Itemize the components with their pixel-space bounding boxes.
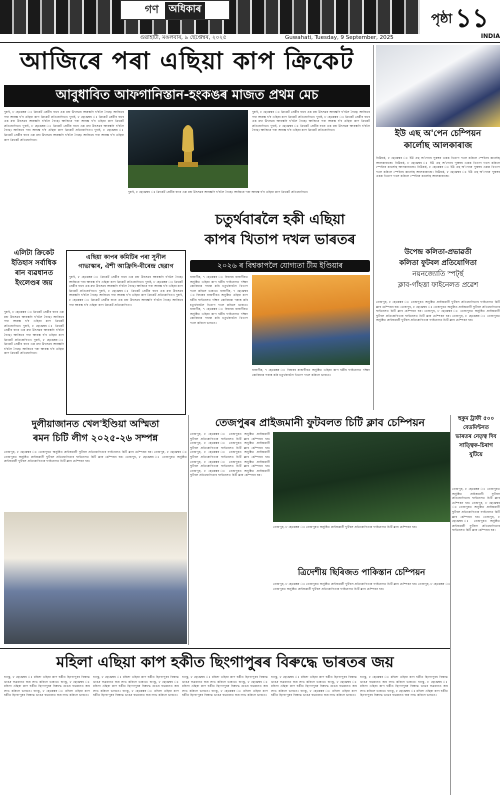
masthead-rule [0,42,500,43]
trichy-body: তেজপুৰ, ৮ ছেপ্তেম্বৰ ঃ তেজপুৰত অনুষ্ঠিত প্ৰাইজমানী ফুটবল প্ৰতিযোগিতাৰ ফাইনেলত চিটি ক্লাব চেম্পিয়ন হয়। তেজপুৰ, ৮ ছেপ্তেম্বৰ ঃ তেজপুৰত অনুষ্ঠিত প্ৰাইজমানী ফুটবল প্ৰতিযোগিতাৰ ফাইনেলত চিটি ক্লাব চেম্পিয়ন হয়। [273,582,450,591]
page-label: পৃষ্ঠা [431,11,453,27]
tezpur-headline: তেজপুৰৰ প্ৰাইজমানী ফুটবলত চিটি ক্লাব চেম্পিয়ন [215,417,425,429]
masthead-title-left: গণ [144,2,159,16]
women-headline: মহিলা এছিয়া কাপ হকীত ছিংগাপুৰৰ বিৰুদ্ধে ভাৰতৰ জয় [56,653,394,671]
hockey-body-col-1: ৰাজগীৰ, ৭ ছেপ্তেম্বৰ ঃ বিহাৰৰ ৰাজগীৰত অনুষ্ঠিত এছিয়া কাপ হকীৰ ফাইনেলত দক্ষিণ কোৰিয়াক পৰাস্ত কৰি চতুৰ্থবাৰলৈ খিতাপ দখল কৰিলে ভাৰতে। ৰাজগীৰ, ৭ ছেপ্তেম্বৰ ঃ বিহাৰৰ ৰাজগীৰত অনুষ্ঠিত এছিয়া কাপ হকীৰ ফাইনেলত দক্ষিণ কোৰিয়াক পৰাস্ত কৰি চতুৰ্থবাৰলৈ খিতাপ দখল কৰিলে ভাৰতে। ৰাজগীৰ, ৭ ছেপ্তেম্বৰ ঃ বিহাৰৰ ৰাজগীৰত অনুষ্ঠিত এছিয়া কাপ হকীৰ ফাইনেলত দক্ষিণ কোৰিয়াক পৰাস্ত কৰি চতুৰ্থবাৰলৈ খিতাপ দখল কৰিলে ভাৰতে। [190,275,248,325]
lead-body-text: দুবাই, ৮ ছেপ্তেম্বৰ ঃ ক্ৰিকেট প্ৰেমীৰ বাবে এক মহা উৎসৱৰ আৰম্ভণি হ'বলৈ গৈছে। আজিৰে পৰা আৰম্ভ হ'ব এছিয়া কাপ ক্ৰিকেট প্ৰতিযোগিতা। [4,110,124,119]
lead-body-col-3: দুবাই, ৮ ছেপ্তেম্বৰ ঃ ক্ৰিকেট প্ৰেমীৰ বাবে এক মহা উৎসৱৰ আৰম্ভণি হ'বলৈ গৈছে। আজিৰে পৰা আৰম্ভ হ'ব এছিয়া কাপ ক্ৰিকেট প্ৰতিযোগিতা। দুবাই, ৮ ছেপ্তেম্বৰ ঃ ক্ৰিকেট প্ৰেমীৰ বাবে এক মহা উৎসৱৰ আৰম্ভণি হ'বলৈ গৈছে। আজিৰে পৰা আৰম্ভ হ'ব এছিয়া কাপ ক্ৰিকেট প্ৰতিযোগিতা। দুবাই, ৮ ছেপ্তেম্বৰ ঃ ক্ৰিকেট প্ৰেমীৰ বাবে এক মহা উৎসৱৰ আৰম্ভণি হ'বলৈ গৈছে। আজিৰে পৰা আৰম্ভ হ'ব এছিয়া কাপ ক্ৰিকেট প্ৰতিযোগিতা। [252,110,370,133]
lead-body-col-1 [4,110,124,250]
women-body-col-3: হাংঝু, ৮ ছেপ্তেম্বৰ ঃ মহিলা এছিয়া কাপ হকীত ছিংগাপুৰৰ বিৰুদ্ধে ডাঙৰ ব্যৱধানত জয় লাভ কৰিলে ভাৰতে। হাংঝু, ৮ ছেপ্তেম্বৰ ঃ মহিলা এছিয়া কাপ হকীত ছিংগাপুৰৰ বিৰুদ্ধে ডাঙৰ ব্যৱধানত জয় লাভ কৰিলে ভাৰতে। হাংঝু, ৮ ছেপ্তেম্বৰ ঃ মহিলা এছিয়া কাপ হকীত ছিংগাপুৰৰ বিৰুদ্ধে ডাঙৰ ব্যৱধানত জয় লাভ কৰিলে ভাৰতে। [182,675,268,698]
lead-body-text-cont3: দুবাই, ৮ ছেপ্তেম্বৰ ঃ ক্ৰিকেট প্ৰেমীৰ বাবে এক মহা উৎসৱৰ আৰম্ভণি হ'বলৈ গৈছে। আজিৰে পৰা আৰম্ভ হ'ব এছিয়া কাপ ক্ৰিকেট প্ৰতিযোগিতা। [4,128,124,142]
committee-box [66,250,186,415]
women-top-rule [0,648,450,649]
lead-body-text-cont2: দুবাই, ৮ ছেপ্তেম্বৰ ঃ ক্ৰিকেট প্ৰেমীৰ বাবে এক মহা উৎসৱৰ আৰম্ভণি হ'বলৈ গৈছে। আজিৰে পৰা আৰম্ভ হ'ব এছিয়া কাপ ক্ৰিকেট প্ৰতিযোগিতা। [4,123,124,133]
tennis-body: নিউয়ৰ্ক, ৮ ছেপ্তেম্বৰ ঃ ইউ এছ অ'পেনৰ পুৰুষৰ একক খিতাপ দখল কৰিলে স্পেইনৰ কাৰ্লোছ আলকাৰাজে। নিউয়ৰ্ক, ৮ ছেপ্তেম্বৰ ঃ ইউ এছ অ'পেনৰ পুৰুষৰ একক খিতাপ দখল কৰিলে স্পেইনৰ কাৰ্লোছ আলকাৰাজে। নিউয়ৰ্ক, ৮ ছেপ্তেম্বৰ ঃ ইউ এছ অ'পেনৰ পুৰুষৰ একক খিতাপ দখল কৰিলে স্পেইনৰ কাৰ্লোছ আলকাৰাজে। নিউয়ৰ্ক, ৮ ছেপ্তেম্বৰ ঃ ইউ এছ অ'পেনৰ পুৰুষৰ একক খিতাপ দখল কৰিলে স্পেইনৰ কাৰ্লোছ আলকাৰাজে। [376,156,500,179]
trophy-icon [128,110,248,188]
lead-caption: দুবাই, ৮ ছেপ্তেম্বৰ ঃ ক্ৰিকেট প্ৰেমীৰ বাবে এক মহা উৎসৱৰ আৰম্ভণি হ'বলৈ গৈছে। আজিৰে পৰা আৰম্ভ হ'ব এছিয়া কাপ ক্ৰিকেট প্ৰতিযোগিতা। [128,190,309,194]
column-divider [450,415,451,795]
masthead-date-english: Guwahati, Tuesday, 9 September, 2025 [285,35,394,41]
tennis-photo [376,45,500,127]
masthead-title-bar [120,0,230,20]
icc-headline: এলিটা ক্ৰিকেট ইতিহাস সৰ্বাধিক ৰান ব্যৱধানত ইংলেণ্ডৰ জয় [11,249,57,287]
badminton-headline: হুকুম ট্ৰাফী ৫০০ বেডমিন্টনত ভাৰতৰ নেতৃত্ব দিব সাত্ত্বিক-চিৰাগ যুটিয়ে [455,416,497,458]
lead-body-text-cont: দুবাই, ৮ ছেপ্তেম্বৰ ঃ ক্ৰিকেট প্ৰেমীৰ বাবে এক মহা উৎসৱৰ আৰম্ভণি হ'বলৈ গৈছে। আজিৰে পৰা আৰম্ভ হ'ব এছিয়া কাপ ক্ৰিকেট প্ৰতিযোগিতা। [4,114,124,128]
masthead-date-assamese: গুৱাহাটী, মঙলবাৰ, ৯ ছেপ্তেম্বৰ, ২০২৫ [140,35,227,41]
duliajan-body: তেজপুৰ, ৮ ছেপ্তেম্বৰ ঃ তেজপুৰত অনুষ্ঠিত প্ৰাইজমানী ফুটবল প্ৰতিযোগিতাৰ ফাইনেলত চিটি ক্লাব চেম্পিয়ন হয়। তেজপুৰ, ৮ ছেপ্তেম্বৰ ঃ তেজপুৰত অনুষ্ঠিত প্ৰাইজমানী ফুটবল প্ৰতিযোগিতাৰ ফাইনেলত চিটি ক্লাব চেম্পিয়ন হয়। তেজপুৰ, ৮ ছেপ্তেম্বৰ ঃ তেজপুৰত অনুষ্ঠিত প্ৰাইজমানী ফুটবল প্ৰতিযোগিতাৰ ফাইনেলত চিটি ক্লাব চেম্পিয়ন হয়। [4,450,187,464]
committee-headline: এছিয়া কাপৰ কমিটিৰ পৰা সুনীল গাভাস্কাৰ, ঐশী আফ্ৰিদি-বীৰেন্দ্ৰ ছেৱাগ [78,254,174,270]
hockey-subheadline: ২০২৬ ৰ বিশ্বকাপলৈ যোগ্যতা টীম ইণ্ডিয়াৰ [190,260,370,272]
lead-headline: আজিৰে পৰা এছিয়া কাপ ক্ৰিকেট [20,47,354,75]
lead-subheadline: আবুধাবিত আফগানিস্তান-হংকঙৰ মাজত প্ৰথম মেচ [4,85,370,107]
women-body-col-1: হাংঝু, ৮ ছেপ্তেম্বৰ ঃ মহিলা এছিয়া কাপ হকীত ছিংগাপুৰৰ বিৰুদ্ধে ডাঙৰ ব্যৱধানত জয় লাভ কৰিলে ভাৰতে। হাংঝু, ৮ ছেপ্তেম্বৰ ঃ মহিলা এছিয়া কাপ হকীত ছিংগাপুৰৰ বিৰুদ্ধে ডাঙৰ ব্যৱধানত জয় লাভ কৰিলে ভাৰতে। হাংঝু, ৮ ছেপ্তেম্বৰ ঃ মহিলা এছিয়া কাপ হকীত ছিংগাপুৰৰ বিৰুদ্ধে ডাঙৰ ব্যৱধানত জয় লাভ কৰিলে ভাৰতে। [4,675,90,698]
column-divider [373,45,374,410]
masthead-india: INDIA [480,33,500,40]
tezpur-body-col-1: তেজপুৰ, ৮ ছেপ্তেম্বৰ ঃ তেজপুৰত অনুষ্ঠিত প্ৰাইজমানী ফুটবল প্ৰতিযোগিতাৰ ফাইনেলত চিটি ক্লাব চেম্পিয়ন হয়। তেজপুৰ, ৮ ছেপ্তেম্বৰ ঃ তেজপুৰত অনুষ্ঠিত প্ৰাইজমানী ফুটবল প্ৰতিযোগিতাৰ ফাইনেলত চিটি ক্লাব চেম্পিয়ন হয়। তেজপুৰ, ৮ ছেপ্তেম্বৰ ঃ তেজপুৰত অনুষ্ঠিত প্ৰাইজমানী ফুটবল প্ৰতিযোগিতাৰ ফাইনেলত চিটি ক্লাব চেম্পিয়ন হয়। তেজপুৰ, ৮ ছেপ্তেম্বৰ ঃ তেজপুৰত অনুষ্ঠিত প্ৰাইজমানী ফুটবল প্ৰতিযোগিতাৰ ফাইনেলত চিটি ক্লাব চেম্পিয়ন হয়। তেজপুৰ, ৮ ছেপ্তেম্বৰ ঃ তেজপুৰত অনুষ্ঠিত প্ৰাইজমানী ফুটবল প্ৰতিযোগিতাৰ ফাইনেলত চিটি ক্লাব চেম্পিয়ন হয়। [190,432,270,478]
duliajan-headline: দুলীয়াজানত খেল'ইণ্ডিয়া অস্মিতা ৰমন চিটি লীগ ২০২৫-২৬ সম্পন্ন [31,419,160,444]
committee-body: দুবাই, ৮ ছেপ্তেম্বৰ ঃ ক্ৰিকেট প্ৰেমীৰ বাবে এক মহা উৎসৱৰ আৰম্ভণি হ'বলৈ গৈছে। আজিৰে পৰা আৰম্ভ হ'ব এছিয়া কাপ ক্ৰিকেট প্ৰতিযোগিতা। দুবাই, ৮ ছেপ্তেম্বৰ ঃ ক্ৰিকেট প্ৰেমীৰ বাবে এক মহা উৎসৱৰ আৰম্ভণি হ'বলৈ গৈছে। আজিৰে পৰা আৰম্ভ হ'ব এছিয়া কাপ ক্ৰিকেট প্ৰতিযোগিতা। দুবাই, ৮ ছেপ্তেম্বৰ ঃ ক্ৰিকেট প্ৰেমীৰ বাবে এক মহা উৎসৱৰ আৰম্ভণি হ'বলৈ গৈছে। আজিৰে পৰা আৰম্ভ হ'ব এছিয়া কাপ ক্ৰিকেট প্ৰতিযোগিতা। দুবাই, ৮ ছেপ্তেম্বৰ ঃ ক্ৰিকেট প্ৰেমীৰ বাবে এক মহা উৎসৱৰ আৰম্ভণি হ'বলৈ গৈছে। আজিৰে পৰা আৰম্ভ হ'ব এছিয়া কাপ ক্ৰিকেট প্ৰতিযোগিতা। [69,275,184,307]
women-body-col-4: হাংঝু, ৮ ছেপ্তেম্বৰ ঃ মহিলা এছিয়া কাপ হকীত ছিংগাপুৰৰ বিৰুদ্ধে ডাঙৰ ব্যৱধানত জয় লাভ কৰিলে ভাৰতে। হাংঝু, ৮ ছেপ্তেম্বৰ ঃ মহিলা এছিয়া কাপ হকীত ছিংগাপুৰৰ বিৰুদ্ধে ডাঙৰ ব্যৱধানত জয় লাভ কৰিলে ভাৰতে। হাংঝু, ৮ ছেপ্তেম্বৰ ঃ মহিলা এছিয়া কাপ হকীত ছিংগাপুৰৰ বিৰুদ্ধে ডাঙৰ ব্যৱধানত জয় লাভ কৰিলে ভাৰতে। [271,675,357,698]
trophy-photo [128,110,248,188]
hockey-headline: চতুৰ্থবাৰলৈ হকী এছিয়া কাপৰ খিতাপ দখল ভাৰতৰ [204,212,356,248]
tezpur-team-photo [273,432,450,522]
football-college-headline: উপেন্দ্ৰ কলিতা-প্ৰভাৱতী কলিতা ফুটবল প্ৰতিযোগিতা নয়নজ্যোতি স্পৰ্ট্ছ ক্লাব-গাঁহত্তা ফাইনেলত প্ৰৱেশ [397,248,479,289]
duliajan-photo [4,512,187,644]
icc-body: দুবাই, ৮ ছেপ্তেম্বৰ ঃ ক্ৰিকেট প্ৰেমীৰ বাবে এক মহা উৎসৱৰ আৰম্ভণি হ'বলৈ গৈছে। আজিৰে পৰা আৰম্ভ হ'ব এছিয়া কাপ ক্ৰিকেট প্ৰতিযোগিতা। দুবাই, ৮ ছেপ্তেম্বৰ ঃ ক্ৰিকেট প্ৰেমীৰ বাবে এক মহা উৎসৱৰ আৰম্ভণি হ'বলৈ গৈছে। আজিৰে পৰা আৰম্ভ হ'ব এছিয়া কাপ ক্ৰিকেট প্ৰতিযোগিতা। দুবাই, ৮ ছেপ্তেম্বৰ ঃ ক্ৰিকেট প্ৰেমীৰ বাবে এক মহা উৎসৱৰ আৰম্ভণি হ'বলৈ গৈছে। আজিৰে পৰা আৰম্ভ হ'ব এছিয়া কাপ ক্ৰিকেট প্ৰতিযোগিতা। [4,310,64,356]
tezpur-body-col-2: তেজপুৰ, ৮ ছেপ্তেম্বৰ ঃ তেজপুৰত অনুষ্ঠিত প্ৰাইজমানী ফুটবল প্ৰতিযোগিতাৰ ফাইনেলত চিটি ক্লাব চেম্পিয়ন হয়। [273,525,417,529]
tennis-headline: ইউ এছ অ'পেন চেম্পিয়ন কাৰ্লোছ আলকাৰাজ [394,129,482,151]
women-body-col-2: হাংঝু, ৮ ছেপ্তেম্বৰ ঃ মহিলা এছিয়া কাপ হকীত ছিংগাপুৰৰ বিৰুদ্ধে ডাঙৰ ব্যৱধানত জয় লাভ কৰিলে ভাৰতে। হাংঝু, ৮ ছেপ্তেম্বৰ ঃ মহিলা এছিয়া কাপ হকীত ছিংগাপুৰৰ বিৰুদ্ধে ডাঙৰ ব্যৱধানত জয় লাভ কৰিলে ভাৰতে। হাংঝু, ৮ ছেপ্তেম্বৰ ঃ মহিলা এছিয়া কাপ হকীত ছিংগাপুৰৰ বিৰুদ্ধে ডাঙৰ ব্যৱধানত জয় লাভ কৰিলে ভাৰতে। [93,675,179,698]
football-college-body: তেজপুৰ, ৮ ছেপ্তেম্বৰ ঃ তেজপুৰত অনুষ্ঠিত প্ৰাইজমানী ফুটবল প্ৰতিযোগিতাৰ ফাইনেলত চিটি ক্লাব চেম্পিয়ন হয়। তেজপুৰ, ৮ ছেপ্তেম্বৰ ঃ তেজপুৰত অনুষ্ঠিত প্ৰাইজমানী ফুটবল প্ৰতিযোগিতাৰ ফাইনেলত চিটি ক্লাব চেম্পিয়ন হয়। তেজপুৰ, ৮ ছেপ্তেম্বৰ ঃ তেজপুৰত অনুষ্ঠিত প্ৰাইজমানী ফুটবল প্ৰতিযোগিতাৰ ফাইনেলত চিটি ক্লাব চেম্পিয়ন হয়। তেজপুৰ, ৮ ছেপ্তেম্বৰ ঃ তেজপুৰত অনুষ্ঠিত প্ৰাইজমানী ফুটবল প্ৰতিযোগিতাৰ ফাইনেলত চিটি ক্লাব চেম্পিয়ন হয়। [376,300,500,323]
trichy-headline: ত্ৰিদেশীয় ছিৰিজত পাকিস্তান চেম্পিয়ন [297,568,426,578]
hockey-team-photo [252,275,370,365]
hockey-body-col-2: ৰাজগীৰ, ৭ ছেপ্তেম্বৰ ঃ বিহাৰৰ ৰাজগীৰত অনুষ্ঠিত এছিয়া কাপ হকীৰ ফাইনেলত দক্ষিণ কোৰিয়াক পৰাস্ত কৰি চতুৰ্থবাৰলৈ খিতাপ দখল কৰিলে ভাৰতে। [252,368,370,377]
badminton-body: তেজপুৰ, ৮ ছেপ্তেম্বৰ ঃ তেজপুৰত অনুষ্ঠিত প্ৰাইজমানী ফুটবল প্ৰতিযোগিতাৰ ফাইনেলত চিটি ক্লাব চেম্পিয়ন হয়। তেজপুৰ, ৮ ছেপ্তেম্বৰ ঃ তেজপুৰত অনুষ্ঠিত প্ৰাইজমানী ফুটবল প্ৰতিযোগিতাৰ ফাইনেলত চিটি ক্লাব চেম্পিয়ন হয়। তেজপুৰ, ৮ ছেপ্তেম্বৰ ঃ তেজপুৰত অনুষ্ঠিত প্ৰাইজমানী ফুটবল প্ৰতিযোগিতাৰ ফাইনেলত চিটি ক্লাব চেম্পিয়ন হয়। [452,487,500,533]
page-number: ১১ [455,4,489,34]
masthead-title-right: অধিকাৰ [165,2,206,19]
women-body-col-5: হাংঝু, ৮ ছেপ্তেম্বৰ ঃ মহিলা এছিয়া কাপ হকীত ছিংগাপুৰৰ বিৰুদ্ধে ডাঙৰ ব্যৱধানত জয় লাভ কৰিলে ভাৰতে। হাংঝু, ৮ ছেপ্তেম্বৰ ঃ মহিলা এছিয়া কাপ হকীত ছিংগাপুৰৰ বিৰুদ্ধে ডাঙৰ ব্যৱধানত জয় লাভ কৰিলে ভাৰতে। হাংঝু, ৮ ছেপ্তেম্বৰ ঃ মহিলা এছিয়া কাপ হকীত ছিংগাপুৰৰ বিৰুদ্ধে ডাঙৰ ব্যৱধানত জয় লাভ কৰিলে ভাৰতে। [360,675,448,698]
column-divider [188,415,189,645]
